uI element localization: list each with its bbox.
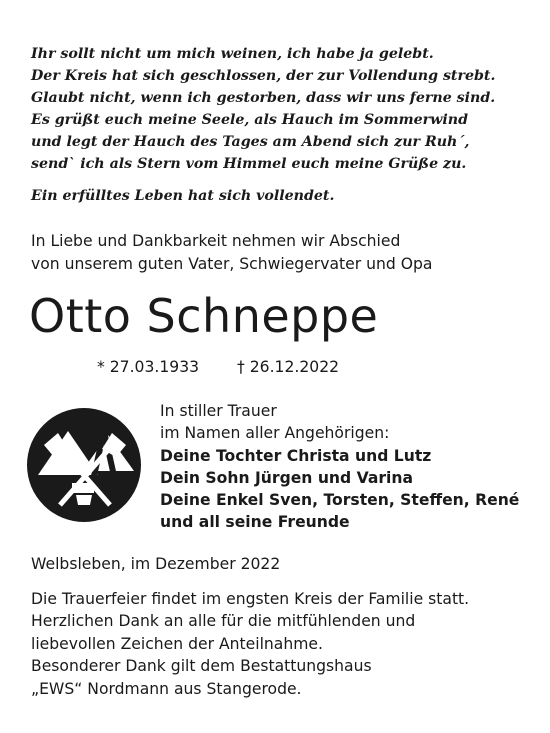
poem-line: Ihr sollt nicht um mich weinen, ich habe ja gelebt. (31, 46, 434, 62)
poem (31, 43, 531, 176)
note-line: Herzlichen Dank an alle für die mitfühlenden und (31, 612, 416, 631)
poem-line: send` ich als Stern vom Himmel euch meine Grüße zu. (31, 156, 467, 173)
poem-line: und legt der Hauch des Tages am Abend sich zur Ruh´, (31, 134, 470, 151)
note-line: Die Trauerfeier findet im engsten Kreis der Familie statt. (31, 590, 470, 608)
death-date: † 26.12.2022 (237, 358, 340, 376)
closing-line: Ein erfülltes Leben hat sich vollendet. (31, 188, 335, 204)
mourners-intro-line: im Namen aller Angehörigen: (160, 424, 390, 443)
note-line: „EWS“ Nordmann aus Stangerode. (31, 679, 302, 698)
farewell-intro (31, 230, 432, 275)
poem-line: Es grüßt euch meine Seele, als Hauch im Sommerwind (31, 112, 468, 129)
intro-line: von unserem guten Vater, Schwiegervater und Opa (31, 254, 433, 273)
birth-date: * 27.03.1933 (97, 358, 200, 376)
deceased-name: Otto Schneppe (29, 289, 379, 343)
note-line: liebevollen Zeichen der Anteilnahme. (31, 634, 323, 653)
poem-line: Glaubt nicht, wenn ich gestorben, dass wir uns ferne sind. (31, 90, 496, 107)
service-notes (31, 588, 469, 700)
mourner-line: und all seine Freunde (160, 513, 350, 532)
intro-line: In Liebe und Dankbarkeit nehmen wir Abschied (31, 232, 401, 250)
mourners-block (160, 400, 519, 534)
mourner-line: Deine Tochter Christa und Lutz (160, 446, 432, 465)
note-line: Besonderer Dank gilt dem Bestattungshaus (31, 657, 372, 676)
mourners-intro-line: In stiller Trauer (160, 402, 277, 420)
roofer-guild-emblem-icon (24, 405, 144, 525)
poem-line: Der Kreis hat sich geschlossen, der zur Vollendung strebt. (31, 68, 496, 85)
mourner-line: Deine Enkel Sven, Torsten, Steffen, René (160, 491, 520, 510)
place-date: Welbsleben, im Dezember 2022 (31, 555, 281, 573)
mourner-line: Dein Sohn Jürgen und Varina (160, 468, 414, 487)
